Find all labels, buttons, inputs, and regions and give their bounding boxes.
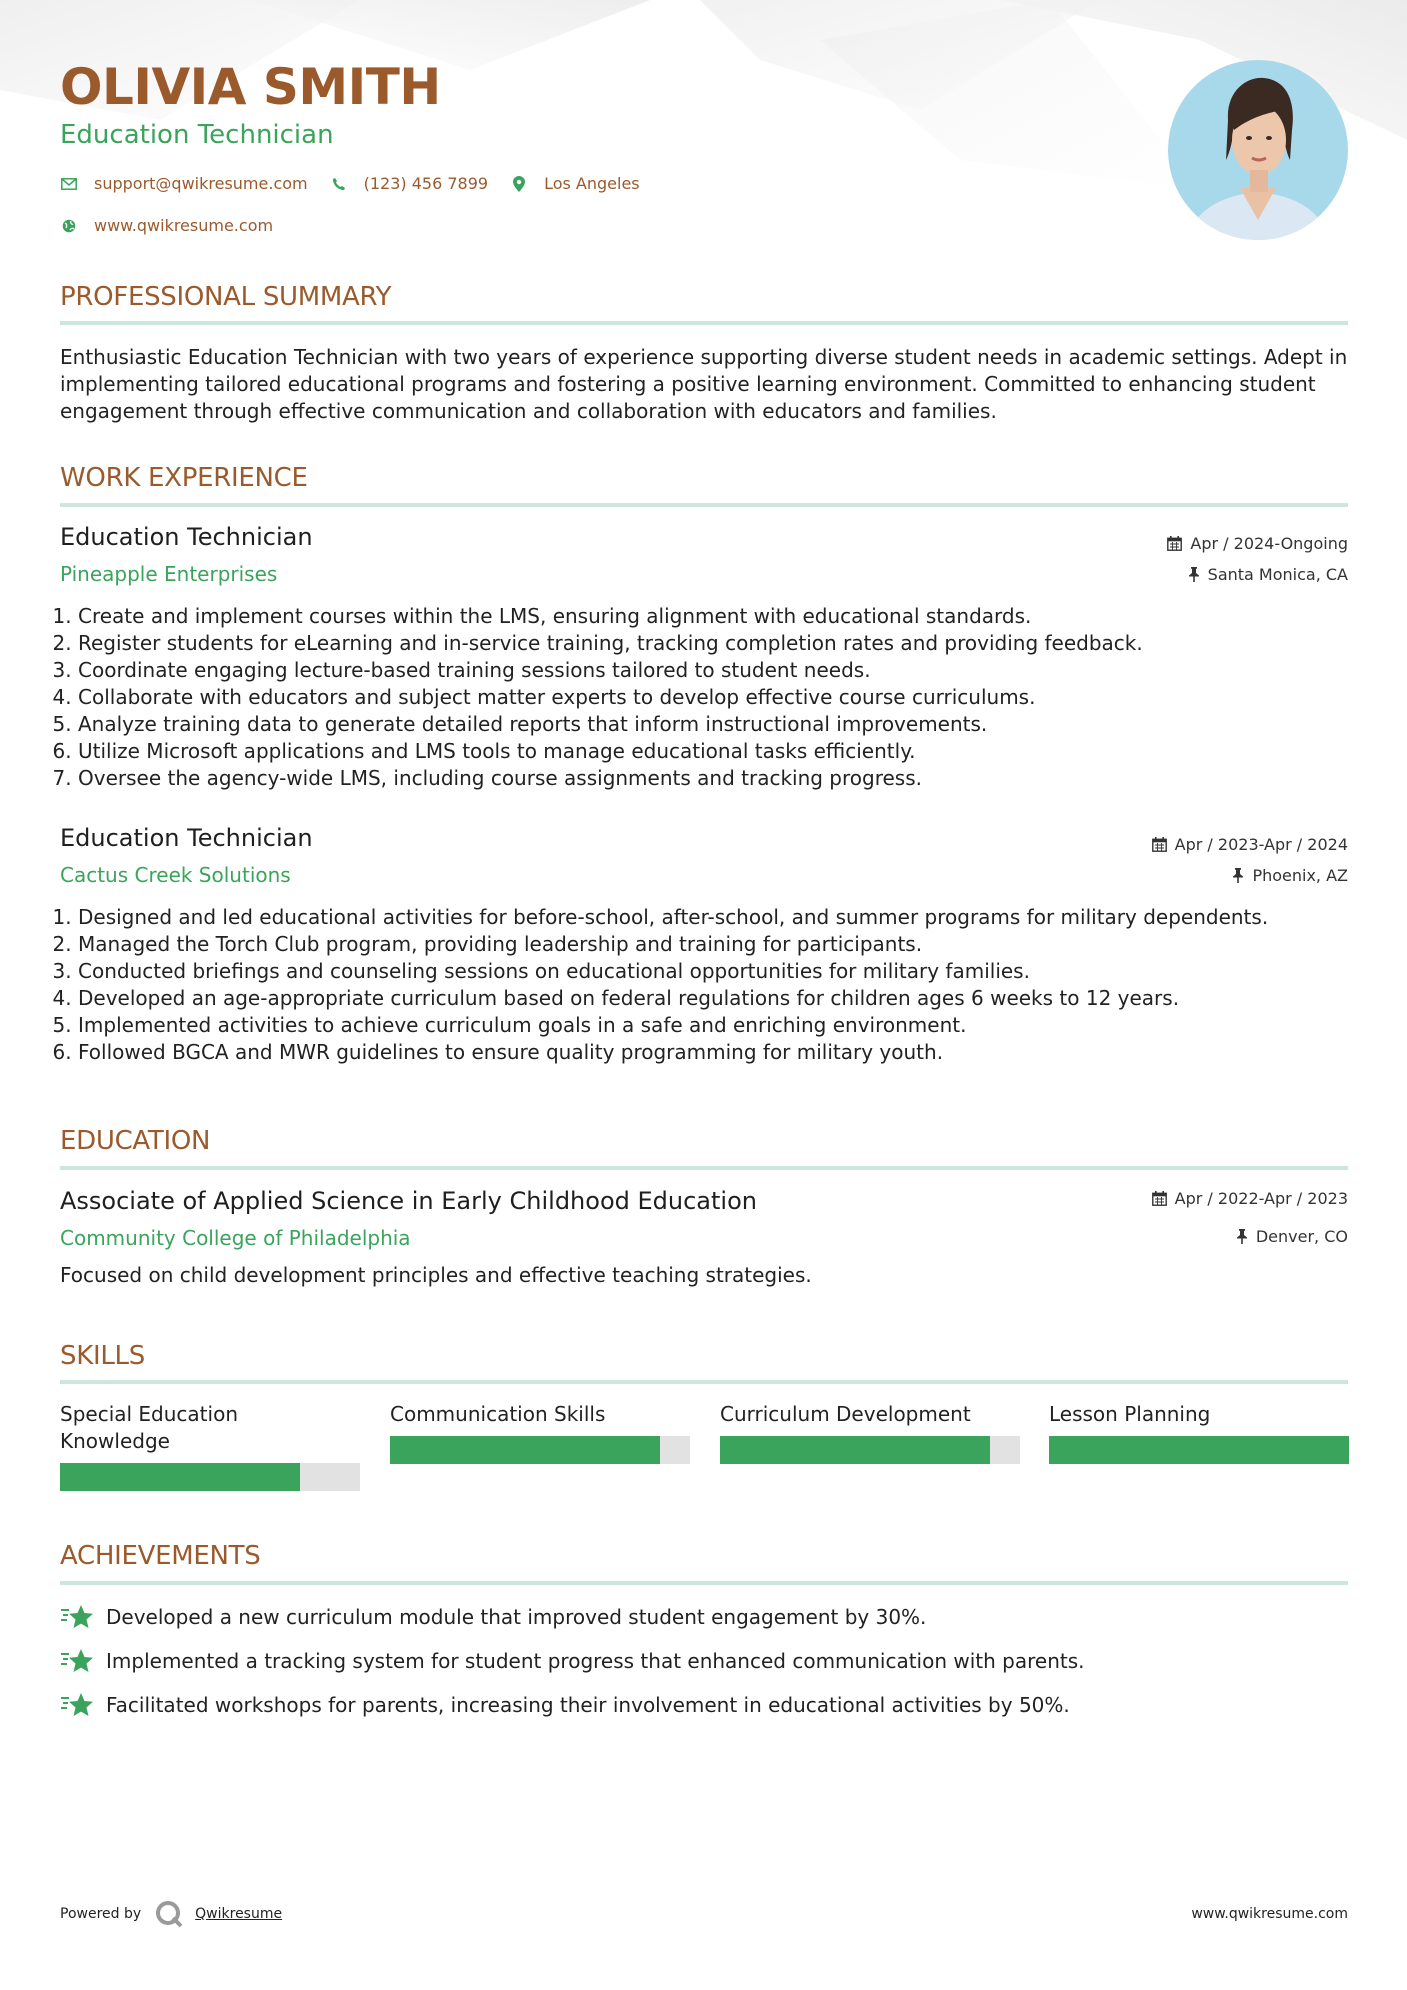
- skill-name: Communication Skills: [390, 1402, 606, 1426]
- education-dates-text: Apr / 2022-Apr / 2023: [1174, 1189, 1348, 1208]
- star-icon: [60, 1692, 94, 1718]
- section-heading-work: WORK EXPERIENCE: [60, 463, 308, 493]
- job-dates-text: Apr / 2024-Ongoing: [1190, 534, 1348, 553]
- email-link[interactable]: support@qwikresume.com: [94, 174, 308, 193]
- achievement-text: Implemented a tracking system for student progress that enhanced communication with parents.: [106, 1649, 1085, 1673]
- job-title: Education Technician: [60, 523, 313, 551]
- profile-photo: [1168, 60, 1348, 240]
- skill-item: [390, 1401, 690, 1464]
- job-location-text: Santa Monica, CA: [1207, 565, 1348, 584]
- contact-row-2: [60, 216, 295, 235]
- skill-bar-fill: [390, 1436, 660, 1464]
- education-location-text: Denver, CO: [1255, 1227, 1348, 1246]
- list-item: 2. Register students for eLearning and in-service training, tracking completion rates and providing feedback.: [78, 630, 1398, 657]
- phone-icon: [330, 175, 348, 193]
- list-item: 2. Managed the Torch Club program, providing leadership and training for participants.: [78, 931, 1398, 958]
- list-item: 6. Followed BGCA and MWR guidelines to ensure quality programming for military youth.: [78, 1039, 1398, 1066]
- envelope-icon: [60, 175, 78, 193]
- candidate-name: OLIVIA SMITH: [60, 58, 441, 116]
- achievement-text: Developed a new curriculum module that improved student engagement by 30%.: [106, 1605, 927, 1629]
- skill-bar: [720, 1436, 1020, 1464]
- list-item: 1. Create and implement courses within the LMS, ensuring alignment with educational standards.: [78, 603, 1398, 630]
- section-heading-achievements: ACHIEVEMENTS: [60, 1541, 261, 1571]
- candidate-title: Education Technician: [60, 120, 334, 150]
- list-item: 1. Designed and led educational activities for before-school, after-school, and summer programs for military dependents.: [78, 904, 1398, 931]
- job-dates: [1152, 835, 1348, 854]
- powered-by-label: Powered by: [60, 1906, 142, 1922]
- website-link[interactable]: www.qwikresume.com: [94, 216, 274, 235]
- pushpin-icon: [1188, 567, 1200, 582]
- qwikresume-link[interactable]: Qwikresume: [195, 1906, 283, 1922]
- school-name: Community College of Philadelphia: [60, 1226, 411, 1250]
- job-bullets: [50, 904, 1398, 1066]
- degree-title: Associate of Applied Science in Early Childhood Education: [60, 1187, 757, 1215]
- section-divider: [60, 321, 1348, 325]
- achievement-text: Facilitated workshops for parents, increasing their involvement in educational activities by 50%.: [106, 1693, 1070, 1717]
- star-icon: [60, 1648, 94, 1674]
- section-heading-education: EDUCATION: [60, 1126, 211, 1156]
- section-divider: [60, 1166, 1348, 1170]
- job-location-text: Phoenix, AZ: [1252, 866, 1348, 885]
- qwikresume-logo-icon: [155, 1900, 183, 1928]
- skill-item: [60, 1401, 360, 1491]
- achievement-item: [60, 1692, 1070, 1718]
- skill-name: Special Education Knowledge: [60, 1402, 238, 1453]
- job-dates: [1167, 534, 1348, 553]
- map-pin-icon: [510, 175, 528, 193]
- job-company: Pineapple Enterprises: [60, 562, 278, 586]
- list-item: 3. Coordinate engaging lecture-based training sessions tailored to student needs.: [78, 657, 1398, 684]
- education-location: [1236, 1227, 1348, 1246]
- list-item: 5. Analyze training data to generate detailed reports that inform instructional improvements.: [78, 711, 1398, 738]
- list-item: 4. Collaborate with educators and subject matter experts to develop effective course curriculums.: [78, 684, 1398, 711]
- globe-icon: [60, 217, 78, 235]
- skill-name: Curriculum Development: [720, 1402, 971, 1426]
- skill-name: Lesson Planning: [1049, 1402, 1211, 1426]
- skill-item: [1049, 1401, 1349, 1464]
- pushpin-icon: [1232, 868, 1244, 883]
- list-item: 5. Implemented activities to achieve curriculum goals in a safe and enriching environment.: [78, 1012, 1398, 1039]
- calendar-icon: [1152, 837, 1167, 852]
- education-description: Focused on child development principles and effective teaching strategies.: [60, 1263, 812, 1287]
- skill-bar-fill: [720, 1436, 990, 1464]
- education-dates: [1152, 1189, 1348, 1208]
- skill-bar: [1049, 1436, 1349, 1464]
- footer-powered-by: [60, 1900, 282, 1928]
- achievement-item: [60, 1604, 926, 1630]
- skill-bar-fill: [60, 1463, 300, 1491]
- calendar-icon: [1152, 1191, 1167, 1206]
- job-bullets: [50, 603, 1398, 792]
- contact-row-1: [60, 174, 662, 193]
- skill-bar-fill: [1049, 1436, 1349, 1464]
- pushpin-icon: [1236, 1229, 1248, 1244]
- skill-bar: [60, 1463, 360, 1491]
- section-divider: [60, 1380, 1348, 1384]
- location-text: Los Angeles: [544, 174, 640, 193]
- list-item: 6. Utilize Microsoft applications and LMS tools to manage educational tasks efficiently.: [78, 738, 1398, 765]
- achievement-item: [60, 1648, 1085, 1674]
- list-item: 3. Conducted briefings and counseling sessions on educational opportunities for military families.: [78, 958, 1398, 985]
- summary-text: Enthusiastic Education Technician with two years of experience supporting diverse student needs in academic settings. Adept in implementing tailored educational programs and fostering a positive learning environment. Committed to enhancing student engagement through effective communication and collaboration with educators and families.: [60, 345, 1348, 423]
- footer-url[interactable]: www.qwikresume.com: [1191, 1906, 1348, 1922]
- list-item: 4. Developed an age-appropriate curriculum based on federal regulations for children ages 6 weeks to 12 years.: [78, 985, 1398, 1012]
- job-company: Cactus Creek Solutions: [60, 863, 291, 887]
- section-divider: [60, 503, 1348, 507]
- calendar-icon: [1167, 536, 1182, 551]
- job-location: [1232, 866, 1348, 885]
- section-heading-summary: PROFESSIONAL SUMMARY: [60, 282, 392, 312]
- job-title: Education Technician: [60, 824, 313, 852]
- section-divider: [60, 1581, 1348, 1585]
- list-item: 7. Oversee the agency-wide LMS, including course assignments and tracking progress.: [78, 765, 1398, 792]
- section-heading-skills: SKILLS: [60, 1341, 145, 1371]
- phone-number: (123) 456 7899: [363, 174, 489, 193]
- star-icon: [60, 1604, 94, 1630]
- job-dates-text: Apr / 2023-Apr / 2024: [1174, 835, 1348, 854]
- job-location: [1188, 565, 1348, 584]
- skill-bar: [390, 1436, 690, 1464]
- skill-item: [720, 1401, 1020, 1464]
